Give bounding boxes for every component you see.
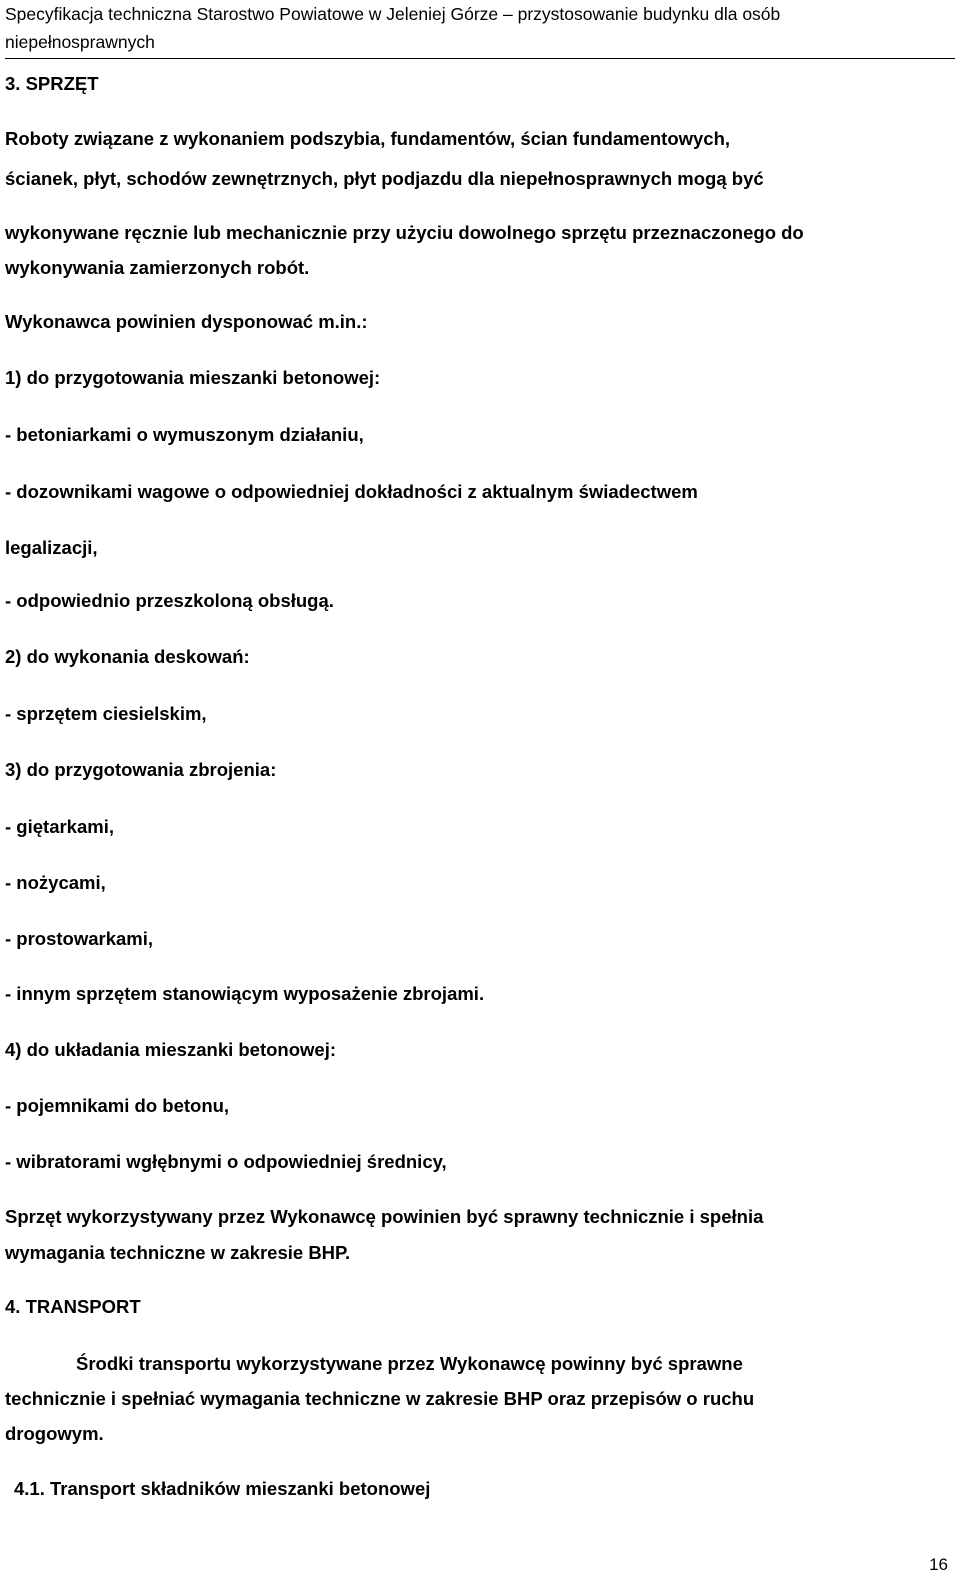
item-3-c: - prostowarkami, (5, 928, 154, 949)
subsection-4-1-title: 4.1. Transport składników mieszanki betonowej (14, 1478, 431, 1499)
header-line-2: niepełnosprawnych (5, 32, 155, 52)
transport-line-2: technicznie i spełniać wymagania techniczne w zakresie BHP oraz przepisów o ruchu (5, 1388, 755, 1409)
page-header (5, 0, 955, 59)
header-line-1: Specyfikacja techniczna Starostwo Powiatowe w Jeleniej Górze – przystosowanie budynku dla osób (5, 4, 781, 24)
summary-line-1: Sprzęt wykorzystywany przez Wykonawcę powinien być sprawny technicznie i spełnia (5, 1206, 764, 1227)
section-4-title: 4. TRANSPORT (5, 1296, 141, 1317)
page-number: 16 (929, 1555, 948, 1574)
intro-line-3: wykonywane ręcznie lub mechanicznie przy użyciu dowolnego sprzętu przeznaczonego do (5, 222, 804, 243)
item-4-a: - pojemnikami do betonu, (5, 1095, 230, 1116)
transport-line-1: Środki transportu wykorzystywane przez Wykonawcę powinny być sprawne (76, 1353, 743, 1374)
item-1-c: - odpowiednio przeszkoloną obsługą. (5, 590, 334, 611)
item-3-title: 3) do przygotowania zbrojenia: (5, 759, 277, 780)
item-3-b: - nożycami, (5, 872, 106, 893)
intro-line-1: Roboty związane z wykonaniem podszybia, fundamentów, ścian fundamentowych, (5, 128, 731, 149)
summary-line-2: wymagania techniczne w zakresie BHP. (5, 1242, 351, 1263)
item-4-title: 4) do układania mieszanki betonowej: (5, 1039, 337, 1060)
item-1-b-line-1: - dozownikami wagowe o odpowiedniej dokładności z aktualnym świadectwem (5, 481, 698, 502)
section-3-title: 3. SPRZĘT (5, 73, 99, 94)
item-1-title: 1) do przygotowania mieszanki betonowej: (5, 367, 381, 388)
item-3-a: - giętarkami, (5, 816, 114, 837)
item-4-b: - wibratorami wgłębnymi o odpowiedniej średnicy, (5, 1151, 447, 1172)
item-1-b-line-2: legalizacji, (5, 537, 98, 558)
contractor-line: Wykonawca powinien dysponować m.in.: (5, 311, 368, 332)
intro-line-2: ścianek, płyt, schodów zewnętrznych, płyt podjazdu dla niepełnosprawnych mogą być (5, 168, 764, 189)
item-2-a: - sprzętem ciesielskim, (5, 703, 207, 724)
item-1-a: - betoniarkami o wymuszonym działaniu, (5, 424, 364, 445)
item-3-d: - innym sprzętem stanowiącym wyposażenie zbrojami. (5, 983, 485, 1004)
item-2-title: 2) do wykonania deskowań: (5, 646, 250, 667)
intro-line-4: wykonywania zamierzonych robót. (5, 257, 310, 278)
transport-line-3: drogowym. (5, 1423, 104, 1444)
